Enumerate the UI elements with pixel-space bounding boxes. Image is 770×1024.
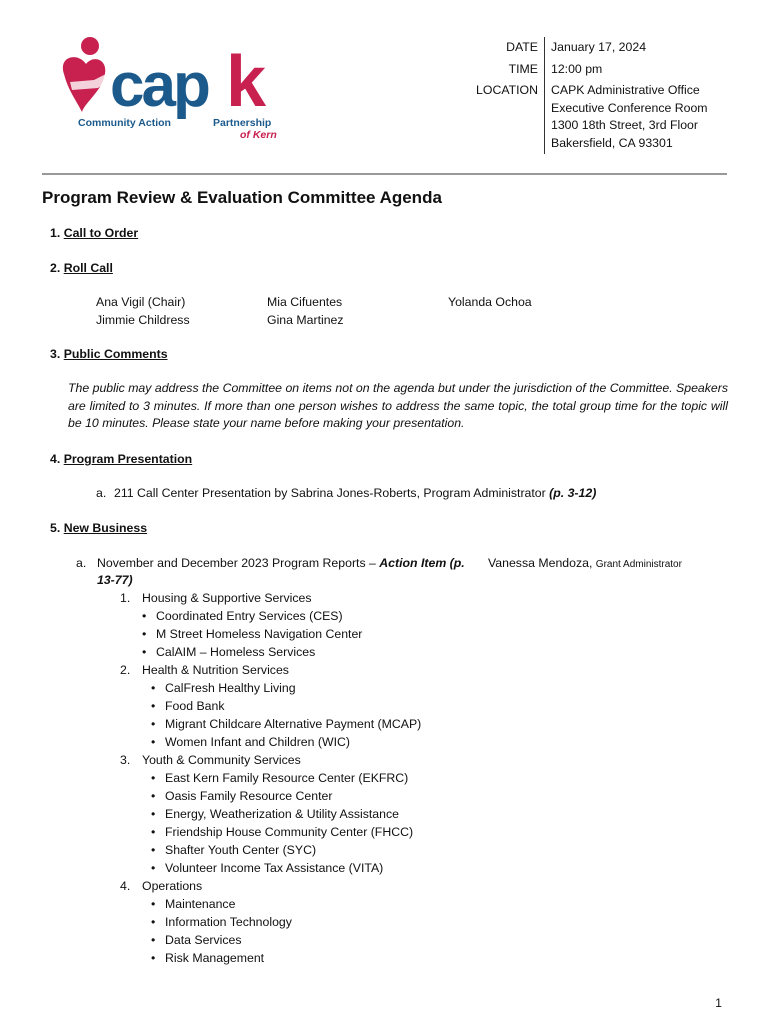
meeting-details bbox=[470, 37, 708, 154]
report-program: • Data Services bbox=[151, 931, 421, 949]
report-program: • CalAIM – Homeless Services bbox=[142, 643, 421, 661]
page-title: Program Review & Evaluation Committee Agenda bbox=[42, 188, 442, 207]
member-name: Mia Cifuentes bbox=[267, 295, 343, 309]
member-name: Gina Martinez bbox=[267, 313, 344, 327]
report-program: • Coordinated Entry Services (CES) bbox=[142, 607, 421, 625]
agenda-item-1: 1. Call to Order bbox=[50, 226, 139, 240]
report-program: • Shafter Youth Center (SYC) bbox=[151, 841, 421, 859]
report-program: • Friendship House Community Center (FHCC) bbox=[151, 823, 421, 841]
member-name: Yolanda Ochoa bbox=[448, 295, 532, 309]
presenter: Vanessa Mendoza, Grant Administrator bbox=[488, 556, 682, 570]
location-line: Bakersfield, CA 93301 bbox=[551, 135, 673, 150]
program-reports-list bbox=[120, 589, 421, 967]
report-program: • East Kern Family Resource Center (EKFRC) bbox=[151, 769, 421, 787]
location-label: LOCATION bbox=[470, 80, 545, 154]
agenda-item-3: 3. Public Comments bbox=[50, 347, 168, 361]
agenda-item-2: 2. Roll Call bbox=[50, 261, 113, 275]
new-business-pages: 13-77) bbox=[97, 573, 133, 587]
divider bbox=[42, 173, 727, 175]
svg-text:Partnership: Partnership bbox=[213, 117, 272, 129]
date-value: January 17, 2024 bbox=[551, 40, 647, 54]
svg-text:cap: cap bbox=[110, 51, 208, 120]
report-group: 4. Operations bbox=[120, 879, 203, 893]
report-program: • CalFresh Healthy Living bbox=[151, 679, 421, 697]
report-group: 1. Housing & Supportive Services bbox=[120, 591, 312, 605]
report-program: • M Street Homeless Navigation Center bbox=[142, 625, 421, 643]
member-name: Ana Vigil (Chair) bbox=[96, 295, 186, 309]
report-program: • Food Bank bbox=[151, 697, 421, 715]
report-program: • Migrant Childcare Alternative Payment (MCAP) bbox=[151, 715, 421, 733]
new-business-item: a. November and December 2023 Program Reports – Action Item (p. bbox=[76, 556, 465, 570]
report-program: • Volunteer Income Tax Assistance (VITA) bbox=[151, 859, 421, 877]
location-value bbox=[545, 80, 708, 154]
report-group: 3. Youth & Community Services bbox=[120, 753, 301, 767]
agenda-item-5: 5. New Business bbox=[50, 521, 148, 535]
report-program: • Information Technology bbox=[151, 913, 421, 931]
time-label: TIME bbox=[470, 59, 545, 81]
location-line: Executive Conference Room bbox=[551, 100, 708, 115]
svg-text:of Kern: of Kern bbox=[240, 129, 277, 141]
report-program: • Maintenance bbox=[151, 895, 421, 913]
public-comments-text: The public may address the Committee on items not on the agenda but under the jurisdiction of the Committee. Speakers are limited to 3 minutes. If more than one person wishes to address the same topic, the total group time for the topic will be 10 minutes. Please state your name before making your presentation. bbox=[68, 381, 728, 430]
report-program: • Women Infant and Children (WIC) bbox=[151, 733, 421, 751]
presentation-item: a. 211 Call Center Presentation by Sabrina Jones-Roberts, Program Administrator (p. 3-12) bbox=[96, 486, 597, 500]
page-number: 1 bbox=[715, 996, 722, 1010]
member-name: Jimmie Childress bbox=[96, 313, 190, 327]
agenda-item-4: 4. Program Presentation bbox=[50, 452, 193, 466]
date-label: DATE bbox=[470, 37, 545, 59]
report-group: 2. Health & Nutrition Services bbox=[120, 663, 289, 677]
location-line: 1300 18th Street, 3rd Floor bbox=[551, 118, 698, 132]
capk-logo bbox=[58, 34, 298, 144]
svg-text:Community Action: Community Action bbox=[78, 117, 171, 129]
report-program: • Energy, Weatherization & Utility Assistance bbox=[151, 805, 421, 823]
svg-text:k: k bbox=[226, 42, 267, 122]
report-program: • Risk Management bbox=[151, 949, 421, 967]
report-program: • Oasis Family Resource Center bbox=[151, 787, 421, 805]
time-value: 12:00 pm bbox=[551, 61, 603, 76]
location-line: CAPK Administrative Office bbox=[551, 83, 700, 97]
